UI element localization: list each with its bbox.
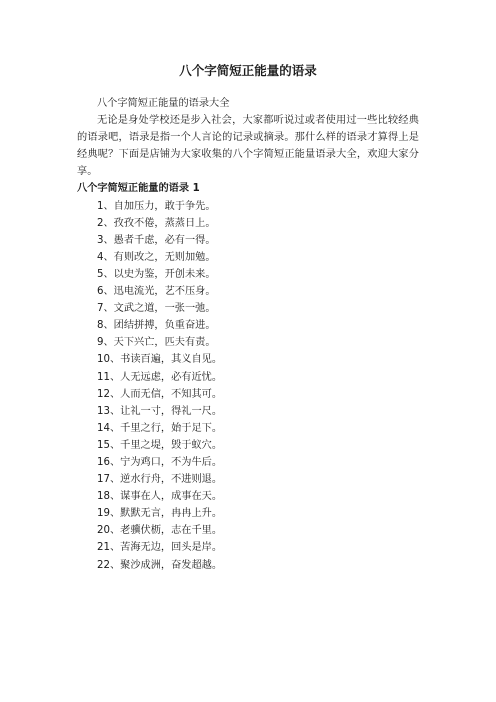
quote-item: 16、宁为鸡口，不为牛后。: [97, 456, 223, 468]
document-subtitle: 八个字简短正能量的语录大全: [97, 98, 230, 109]
quote-item: 3、愚者千虑，必有一得。: [97, 234, 216, 246]
document-title: 八个字简短正能量的语录: [179, 63, 317, 78]
quote-item: 21、苦海无边，回头是岸。: [97, 542, 223, 554]
quote-item: 22、聚沙成洲，奋发超越。: [97, 559, 223, 571]
intro-paragraph: 无论是身处学校还是步入社会，大家都听说过或者使用过一些比较经典的语录吧，语录是指一个人言论的记录或摘录。那什么样的语录才算得上是经典呢？下面是店铺为大家收集的八个字简短正能量语录大全，欢迎大家分享。: [77, 115, 419, 178]
quote-item: 1、自加压力，敢于争先。: [97, 200, 216, 212]
quote-item: 4、有则改之，无则加勉。: [97, 251, 216, 263]
quote-item: 6、迅电流光，艺不压身。: [97, 286, 216, 298]
quote-item: 7、文武之道，一张一弛。: [97, 303, 216, 315]
quote-item: 14、千里之行，始于足下。: [97, 422, 223, 434]
quote-item: 17、逆水行舟，不进则退。: [97, 474, 223, 486]
quote-item: 5、以史为鉴，开创未来。: [97, 268, 216, 280]
quote-item: 11、人无远虑，必有近忧。: [97, 371, 223, 383]
quote-item: 19、默默无言，冉冉上升。: [97, 508, 223, 520]
quote-item: 2、孜孜不倦，蒸蒸日上。: [97, 217, 216, 229]
quote-item: 18、谋事在人，成事在天。: [97, 491, 223, 503]
quote-item: 10、书读百遍，其义自见。: [97, 354, 223, 366]
document-body: [77, 95, 419, 574]
quote-item: 8、团结拼搏，负重奋进。: [97, 320, 216, 332]
section-heading: 八个字简短正能量的语录 1: [77, 183, 200, 195]
quote-item: 9、天下兴亡，匹夫有责。: [97, 337, 216, 349]
quote-item: 20、老骥伏枥，志在千里。: [97, 525, 223, 537]
quote-item: 13、让礼一寸，得礼一尺。: [97, 405, 223, 417]
quote-list: [77, 198, 419, 574]
quote-item: 12、人而无信，不知其可。: [97, 388, 223, 400]
quote-item: 15、千里之堤，毁于蚁穴。: [97, 439, 223, 451]
